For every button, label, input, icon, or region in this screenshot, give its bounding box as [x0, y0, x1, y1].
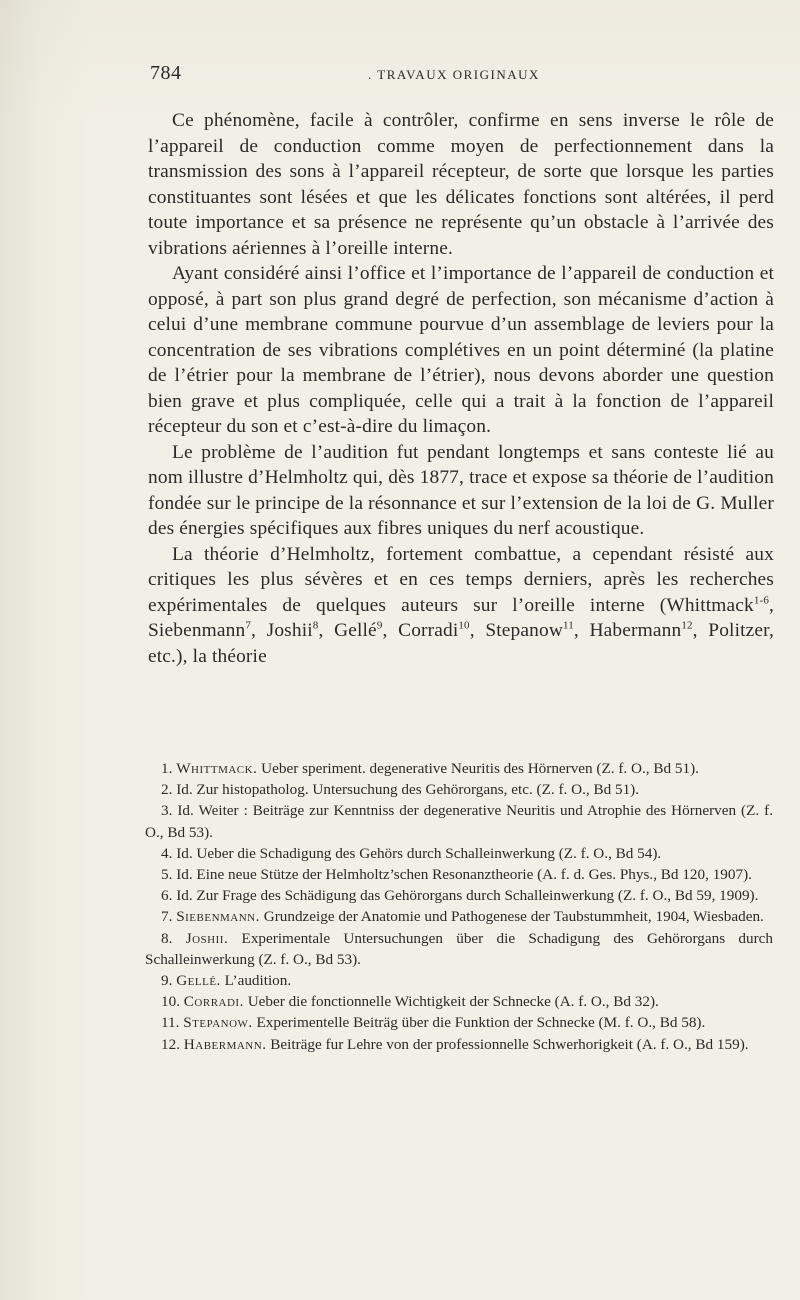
footnote-ref: 7 [245, 619, 252, 632]
footnote-ref: 9 [376, 619, 383, 632]
paragraph-1: Ce phénomène, facile à contrôler, confirme en sens inverse le rôle de l’appareil de conduction comme moyen de perfectionnement dans la transmission des sons à l’appareil récepteur, de sorte que lorsque les parties constituantes sont lésées et que les délicates fonctions sont altérées, il perd toute importance et sa présence ne représente qu’un obstacle à l’arrivée des vibrations aériennes à l’oreille interne. [148, 110, 774, 259]
footnote: 7. Siebenmann. Grundzeige der Anatomie und Pathogenese der Taubstummheit, 1904, Wiesbaden. [161, 908, 764, 926]
footnote: 11. Stepanow. Experimentelle Beiträg über die Funktion der Schnecke (M. f. O., Bd 58). [161, 1014, 706, 1032]
footnote-ref: 12 [681, 619, 693, 632]
footnote-ref: 10 [458, 619, 470, 632]
footnote: 5. Id. Eine neue Stütze der Helmholtz’schen Resonanztheorie (A. f. d. Ges. Phys., Bd 120, 1907). [161, 866, 752, 884]
footnote: 1. Whittmack. Ueber speriment. degenerative Neuritis des Hörnerven (Z. f. O., Bd 51). [161, 760, 699, 777]
footnote: 6. Id. Zur Frage des Schädigung das Gehörorgans durch Schalleinwerkung (Z. f. O., Bd 59, 1909). [161, 887, 759, 905]
footnote: 4. Id. Ueber die Schadigung des Gehörs durch Schalleinwerkung (Z. f. O., Bd 54). [161, 844, 662, 862]
footnote-ref: 8 [312, 619, 319, 632]
paragraph-3: Le problème de l’audition fut pendant longtemps et sans conteste lié au nom illustre d’Helmholtz qui, dès 1877, trace et expose sa théorie de l’audition fondée sur le principe de la résonnance et sur l’extension de la loi de G. Muller des énergies spécifiques aux fibres uniques du nerf acoustique. [148, 441, 774, 539]
running-head: . TRAVAUX ORIGINAUX [368, 67, 540, 82]
paragraph-2: Ayant considéré ainsi l’office et l’importance de l’appareil de conduction et opposé, à part son plus grand degré de perfection, son mécanisme d’action à celui d’une membrane commune pourvue d’un assemblage de leviers pour la concentration de ses vibrations complétives en un point déterminé (la platine de l’étrier pour la membrane de l’étrier), nous devons aborder une question bien grave et plus compliquée, celle qui a trait à la fonction de l’appareil récepteur du son et c’est-à-dire du limaçon. [148, 263, 774, 437]
footnote: 9. Gellé. L’audition. [161, 972, 292, 990]
footnote: 2. Id. Zur histopatholog. Untersuchung des Gehörorgans, etc. (Z. f. O., Bd 51). [161, 781, 640, 799]
page-header [150, 62, 770, 86]
paragraph-4: La théorie d’Helmholtz, fortement combattue, a cependant résisté aux critiques les plus sévères et en ces temps derniers, après les recherches expérimentales de quelques auteurs sur l’oreille interne (Whittmack$^{1-6}$, Siebenmann$^7$, Joshii$^8$, Gellé$^9$, Corradi$^{10}$, Stepanow$^{11}$, Habermann$^{12}$, Politzer, etc.), la théorie [148, 543, 774, 667]
page-number: 784 [150, 62, 182, 84]
footnote: 3. Id. Weiter : Beiträge zur Kenntniss der degenerative Neuritis und Atrophie des Hörnerven (Z. f. O., Bd 53). [145, 802, 773, 841]
footnote-ref: 1-6 [753, 594, 769, 607]
footnote: 10. Corradi. Ueber die fonctionnelle Wichtigkeit der Schnecke (A. f. O., Bd 32). [161, 993, 659, 1011]
footnote: 12. Habermann. Beiträge fur Lehre von der professionnelle Schwerhorigkeit (A. f. O., Bd 159). [161, 1035, 749, 1053]
footnote-ref: 11 [563, 619, 574, 632]
main-text [148, 108, 774, 669]
footnotes [145, 758, 773, 1055]
footnote: 8. Joshii. Experimentale Untersuchungen über die Schadigung des Gehörorgans durch Schalleinwerkung (Z. f. O., Bd 53). [145, 929, 773, 968]
